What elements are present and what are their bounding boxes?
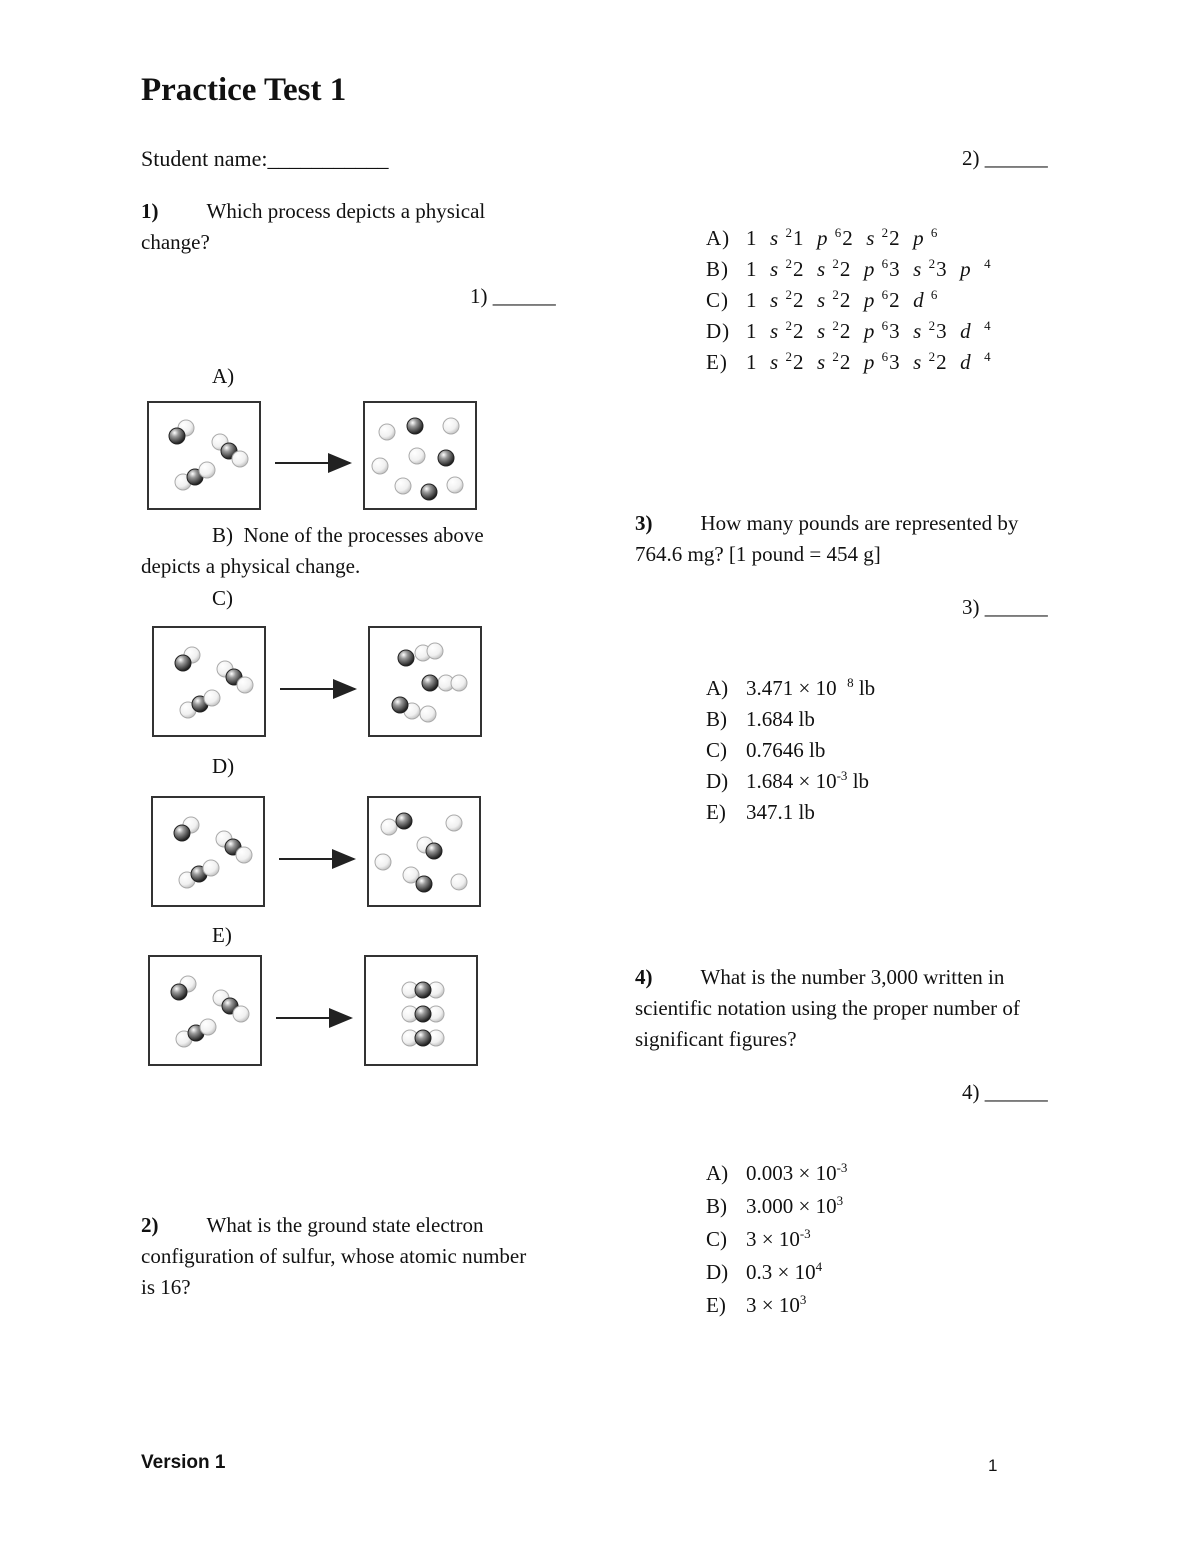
q2-option-b[interactable]: B) 1 s $^2$2 s $^2$2 p $^6$3 s $^2$3 p $^4$: [706, 254, 992, 285]
page-title: Practice Test 1: [141, 72, 347, 108]
q1-option-b-text: None of the processes above depicts a physical change.: [141, 523, 484, 578]
q2-option-a-label: A): [706, 226, 731, 250]
question-3-number: 3): [635, 511, 653, 535]
q4-options: [706, 1157, 847, 1322]
q1-option-c-label[interactable]: C): [212, 586, 233, 610]
question-2-text: What is the ground state electron configuration of sulfur, whose atomic number is 16?: [141, 1213, 527, 1299]
q2-option-a[interactable]: A) 1 s $^2$1 p $^6$2 s $^2$2 p $^6$: [706, 223, 992, 254]
q2-options: [706, 223, 992, 378]
q1-option-e-label[interactable]: E): [212, 923, 232, 947]
q1-option-c-figure: [150, 623, 485, 741]
q4-option-c[interactable]: C) $3 \times 10^{-3}$: [706, 1223, 847, 1256]
q3-option-b[interactable]: B) 1.684 lb: [706, 704, 875, 735]
q4-option-b[interactable]: B) $3.000 \times 10^3$: [706, 1190, 847, 1223]
question-4-answer-blank[interactable]: 4) ______: [962, 1080, 1048, 1104]
q2-option-c[interactable]: C) 1 s $^2$2 s $^2$2 p $^6$2 d $^6$: [706, 285, 992, 316]
q1-option-d-figure: [149, 793, 484, 911]
q4-option-a-label: A): [706, 1161, 729, 1185]
question-1-number: 1): [141, 199, 159, 223]
q2-option-c-label: C): [706, 288, 729, 312]
q3-option-e[interactable]: E) 347.1 lb: [706, 797, 875, 828]
q4-option-e[interactable]: E) $3 \times 10^3$: [706, 1289, 847, 1322]
q1-option-d-label[interactable]: D): [212, 754, 235, 778]
q4-option-a[interactable]: A) $0.003 \times 10^{-3}$: [706, 1157, 847, 1190]
question-1-text: Which process depicts a physical change?: [141, 199, 486, 254]
question-3-text: How many pounds are represented by 764.6 mg? [1 pound = 454 g]: [635, 511, 1019, 566]
q3-options: [706, 673, 875, 828]
q2-option-e-label: E): [706, 350, 728, 374]
question-1-answer-blank[interactable]: 1) ______: [470, 284, 556, 308]
q4-option-d-label: D): [706, 1260, 729, 1284]
q3-option-e-label: E): [706, 800, 726, 824]
q3-option-d-label: D): [706, 769, 729, 793]
q1-option-e-figure: [146, 952, 481, 1070]
student-name-field[interactable]: Student name:___________: [141, 146, 389, 171]
q1-option-b-label: B): [212, 523, 233, 547]
q2-option-d[interactable]: D) 1 s $^2$2 s $^2$2 p $^6$3 s $^2$3 d $^4$: [706, 316, 992, 347]
q3-option-a-label: A): [706, 676, 729, 700]
q4-option-b-label: B): [706, 1194, 727, 1218]
q1-option-b[interactable]: [141, 520, 531, 582]
q3-option-c[interactable]: C) 0.7646 lb: [706, 735, 875, 766]
q3-option-c-label: C): [706, 738, 727, 762]
q2-option-b-label: B): [706, 257, 729, 281]
question-3-answer-blank[interactable]: 3) ______: [962, 595, 1048, 619]
question-4-number: 4): [635, 965, 653, 989]
q3-option-a[interactable]: A) 3.471 × 10 $^8$ lb: [706, 673, 875, 704]
question-2-number: 2): [141, 1213, 159, 1237]
footer-version: Version 1: [141, 1452, 226, 1473]
q3-option-d[interactable]: D) $1.684 \times 10^{-3}$ lb: [706, 766, 875, 797]
q4-option-e-label: E): [706, 1293, 726, 1317]
question-4: [635, 962, 1055, 1055]
question-4-text: What is the number 3,000 written in scientific notation using the proper number of significant figures?: [635, 965, 1020, 1051]
question-2-answer-blank[interactable]: 2) ______: [962, 146, 1048, 170]
footer-page-number: 1: [988, 1456, 998, 1475]
q1-option-a-figure: [145, 398, 480, 514]
question-2: [141, 1210, 531, 1303]
q1-option-a-label[interactable]: A): [212, 364, 235, 388]
q4-option-c-label: C): [706, 1227, 727, 1251]
q2-option-e[interactable]: E) 1 s $^2$2 s $^2$2 p $^6$3 s $^2$2 d $^4$: [706, 347, 992, 378]
question-3: [635, 508, 1055, 570]
q3-option-b-label: B): [706, 707, 727, 731]
question-1: [141, 196, 531, 258]
q4-option-d[interactable]: D) $0.3 \times 10^4$: [706, 1256, 847, 1289]
q2-option-d-label: D): [706, 319, 731, 343]
